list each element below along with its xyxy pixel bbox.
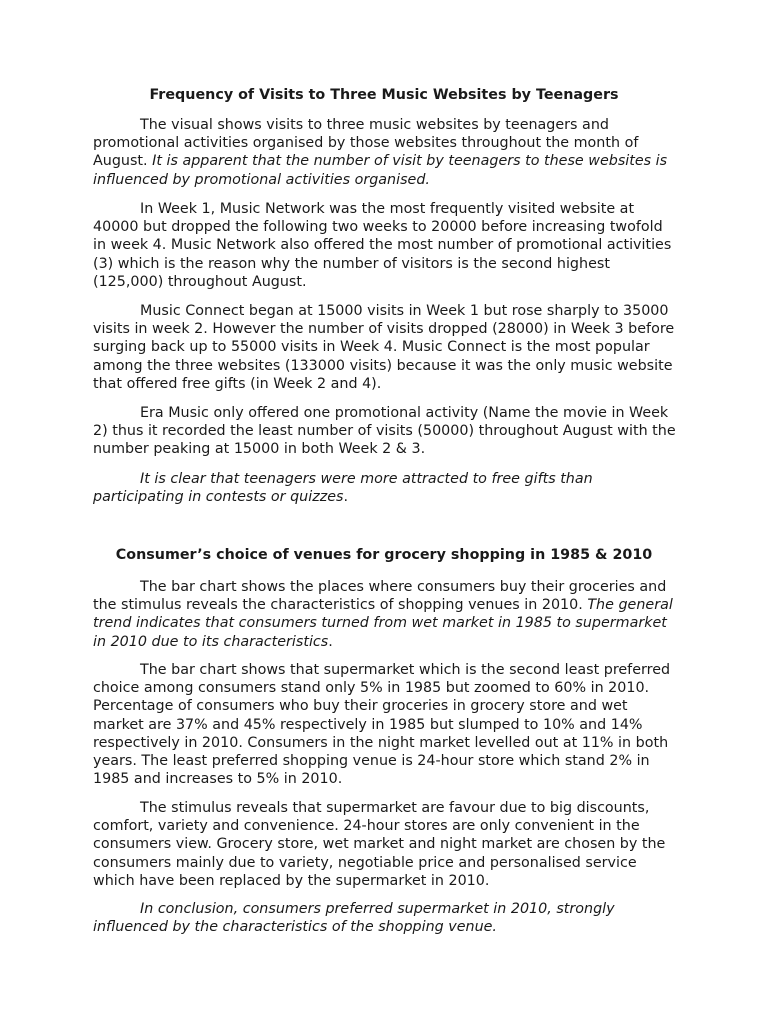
section1-paragraph-era-music xyxy=(93,404,683,459)
text-line: in week 4. Music Network also offered the most number of promotional activities xyxy=(93,237,672,254)
section1-paragraph-music-network xyxy=(93,200,683,291)
italic-text-run: It is clear that teenagers were more attracted to free gifts than xyxy=(140,471,593,487)
italic-text-run: It is apparent that the number of visit by teenagers to these websites is xyxy=(152,153,668,170)
text-line: surging back up to 55000 visits in Week 4. Music Connect is the most popular xyxy=(93,339,650,356)
text-line: Music Connect began at 15000 visits in Week 1 but rose sharply to 35000 xyxy=(140,303,669,319)
text-run: August. xyxy=(93,153,153,170)
text-line xyxy=(93,470,683,488)
text-line xyxy=(93,488,683,506)
section2-paragraph-stimulus xyxy=(93,799,683,890)
text-line xyxy=(93,614,683,632)
text-line: 1985 and increases to 5% in 2010. xyxy=(93,771,343,788)
text-line: 40000 but dropped the following two weeks to 20000 before increasing twofold xyxy=(93,219,663,236)
text-line: promotional activities organised by those websites throughout the month of xyxy=(93,135,639,152)
text-line: comfort, variety and convenience. 24-hour stores are only convenient in the xyxy=(93,818,640,835)
text-line: The stimulus reveals that supermarket are favour due to big discounts, xyxy=(140,800,650,816)
text-line xyxy=(93,596,683,614)
text-line: The visual shows visits to three music websites by teenagers and xyxy=(140,117,609,133)
text-line xyxy=(93,918,683,936)
text-line: 2) thus it recorded the least number of visits (50000) throughout August with the xyxy=(93,423,676,440)
italic-text-run: In conclusion, consumers preferred supermarket in 2010, strongly xyxy=(140,901,615,917)
text-line: market are 37% and 45% respectively in 1985 but slumped to 10% and 14% xyxy=(93,716,643,733)
italic-text-run: influenced by promotional activities organised. xyxy=(93,171,430,188)
section1-paragraph-music-connect xyxy=(93,302,683,393)
text-line: consumers view. Grocery store, wet market and night market are chosen by the xyxy=(93,836,666,853)
section1-paragraph-intro xyxy=(93,116,683,189)
italic-text-run: participating in contests or quizzes xyxy=(93,489,344,506)
text-line xyxy=(93,152,683,170)
text-run: . xyxy=(328,633,333,650)
section1-title: Frequency of Visits to Three Music Websites by Teenagers xyxy=(149,87,619,103)
text-line: The bar chart shows the places where consumers buy their groceries and xyxy=(140,579,667,595)
text-line: The bar chart shows that supermarket which is the second least preferred xyxy=(140,662,671,678)
text-line: (3) which is the reason why the number of visitors is the second highest xyxy=(93,255,610,272)
text-line xyxy=(93,633,683,651)
italic-text-run: in 2010 due to its characteristics xyxy=(93,633,329,650)
text-line xyxy=(93,171,683,189)
text-line: respectively in 2010. Consumers in the night market levelled out at 11% in both xyxy=(93,734,669,751)
text-line: visits in week 2. However the number of visits dropped (28000) in Week 3 before xyxy=(93,321,675,338)
text-line: which have been replaced by the supermarket in 2010. xyxy=(93,872,490,889)
text-line: consumers mainly due to variety, negotiable price and personalised service xyxy=(93,854,637,871)
section1-paragraph-conclusion xyxy=(93,470,683,506)
italic-text-run: trend indicates that consumers turned from wet market in 1985 to supermarket xyxy=(93,615,667,632)
italic-text-run: The general xyxy=(587,597,673,614)
text-run: . xyxy=(343,489,348,506)
text-line: In Week 1, Music Network was the most frequently visited website at xyxy=(140,201,635,217)
text-line: that offered free gifts (in Week 2 and 4). xyxy=(93,375,382,392)
text-line: years. The least preferred shopping venue is 24-hour store which stand 2% in xyxy=(93,753,650,770)
text-line: Percentage of consumers who buy their groceries in grocery store and wet xyxy=(93,698,628,715)
text-line: among the three websites (133000 visits) because it was the only music website xyxy=(93,357,673,374)
section2-paragraph-bar-chart xyxy=(93,661,683,788)
section2-paragraph-intro xyxy=(93,578,683,651)
text-run: the stimulus reveals the characteristics of shopping venues in 2010. xyxy=(93,597,588,614)
section2-title: Consumer’s choice of venues for grocery shopping in 1985 & 2010 xyxy=(115,547,653,563)
text-line xyxy=(93,900,683,918)
text-line: Era Music only offered one promotional activity (Name the movie in Week xyxy=(140,405,669,421)
text-line: (125,000) throughout August. xyxy=(93,273,307,290)
text-line: number peaking at 15000 in both Week 2 & 3. xyxy=(93,441,426,458)
italic-text-run: influenced by the characteristics of the shopping venue. xyxy=(93,919,497,936)
section2-paragraph-conclusion xyxy=(93,900,683,936)
text-line: choice among consumers stand only 5% in 1985 but zoomed to 60% in 2010. xyxy=(93,680,650,697)
